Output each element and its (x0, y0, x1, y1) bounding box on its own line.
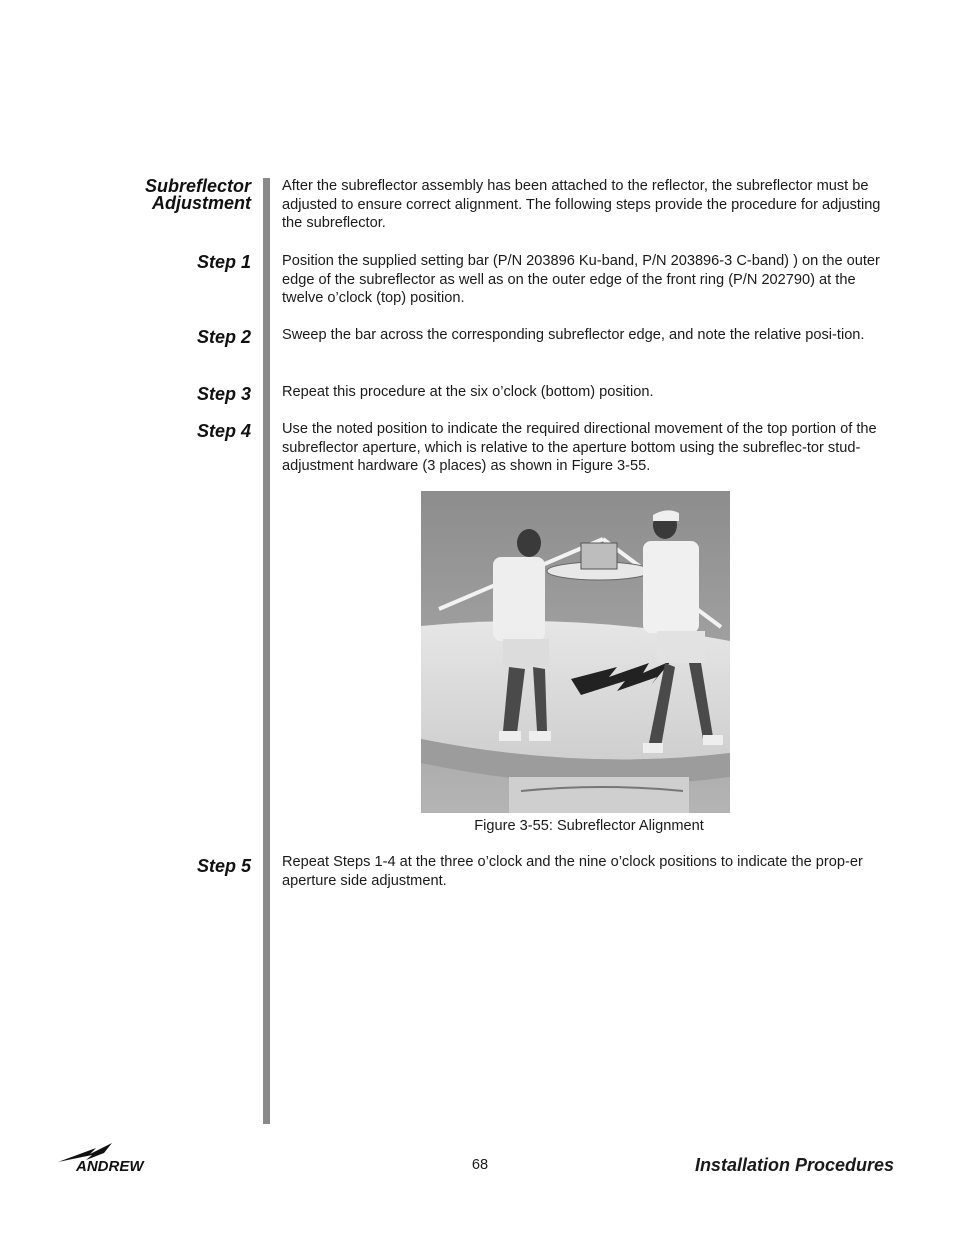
step-1-label: Step 1 (196, 252, 251, 272)
step-2-label: Step 2 (196, 327, 251, 347)
figure-photo (421, 491, 730, 813)
vertical-rule (263, 178, 270, 1124)
step-4-label: Step 4 (196, 421, 251, 441)
step-1-text: Position the supplied setting bar (P/N 203896 Ku-band, P/N 203896-3 C-band) ) on the outer edge of the subreflector as well as on the outer edge of the front ring (P/N 202790) at the twelve o’clock (top) position. (282, 253, 880, 307)
step-4-text: Use the noted position to indicate the required directional movement of the top portion of the subreflector aperture, which is relative to the aperture bottom using the subreflec-tor stud-adjustment hardware (3 places) as shown in Figure 3-55. (282, 421, 877, 475)
step-5-text: Repeat Steps 1-4 at the three o’clock and the nine o’clock positions to indicate the prop-er aperture side adjustment. (282, 854, 863, 889)
footer-title: Installation Procedures (694, 1155, 894, 1175)
logo-wordmark: ANDREW (76, 1158, 144, 1175)
step-3-text: Repeat this procedure at the six o’clock (bottom) position. (282, 384, 654, 400)
intro-paragraph: After the subreflector assembly has been attached to the reflector, the subreflector must be adjusted to ensure correct alignment. The following steps provide the procedure for adjusting the subreflector. (282, 178, 881, 232)
step-3-label: Step 3 (196, 384, 251, 404)
figure-caption: Figure 3-55: Subreflector Alignment (474, 818, 704, 834)
section-heading-line2: Adjustment (152, 193, 251, 213)
step-5-label: Step 5 (196, 856, 251, 876)
page-number: 68 (471, 1157, 489, 1173)
section-heading-line1: Subreflector (144, 176, 251, 196)
andrew-logo (56, 1140, 174, 1176)
section-heading (145, 178, 251, 212)
step-2-text: Sweep the bar across the corresponding subreflector edge, and note the relative posi-tion. (282, 327, 865, 343)
